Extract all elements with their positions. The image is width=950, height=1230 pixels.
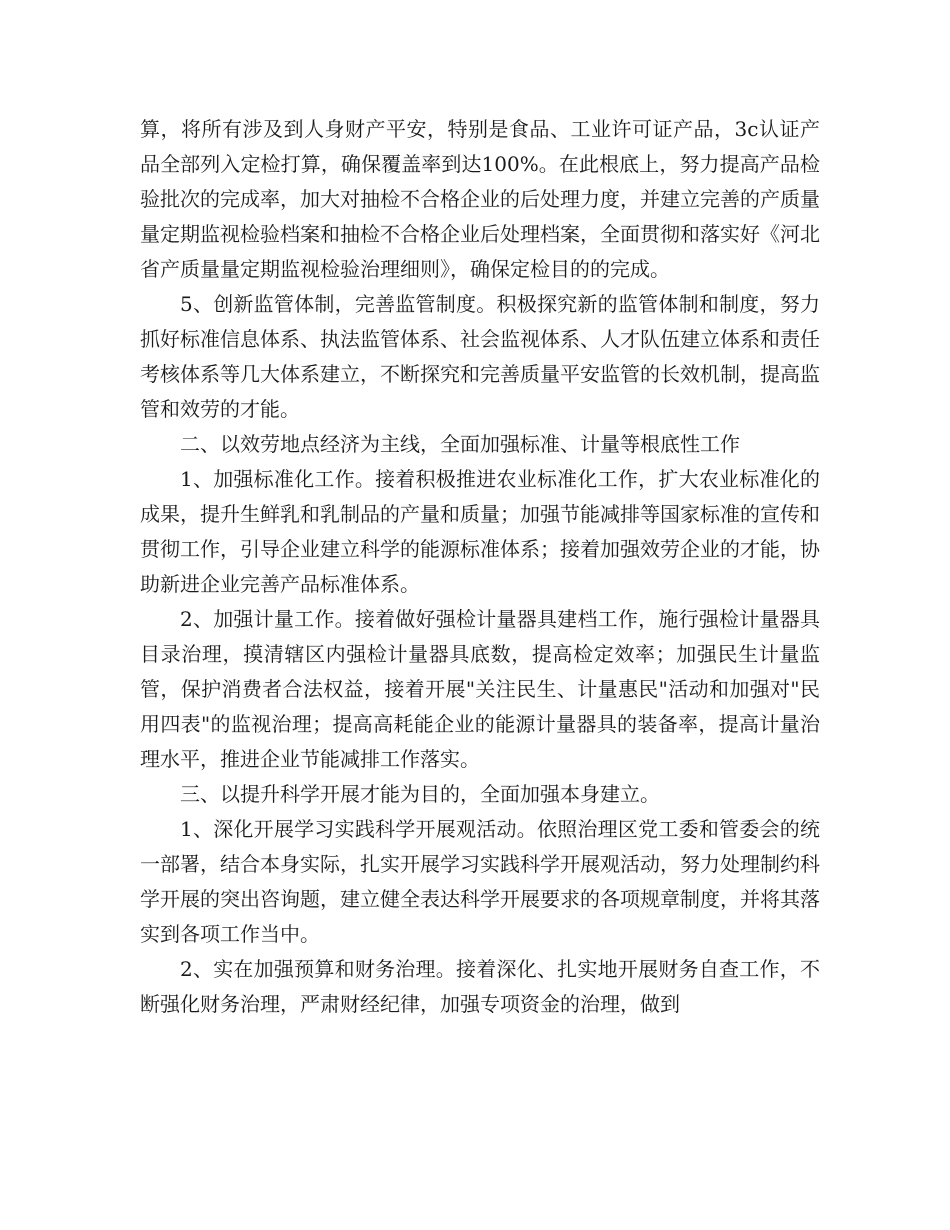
paragraph-scientific-development: 1、深化开展学习实践科学开展观活动。依照治理区党工委和管委会的统一部署，结合本身实际，扎实开展学习实践科学开展观活动，努力处理制约科学开展的突出咨询题，建立健全表达科学开展要求的各项规章制度，并将其落实到各项工作当中。	[140, 817, 820, 946]
paragraph-standardization: 1、加强标准化工作。接着积极推进农业标准化工作，扩大农业标准化的成果，提升生鲜乳和乳制品的产量和质量；加强节能减排等国家标准的宣传和贯彻工作，引导企业建立科学的能源标准体系；接着加强效劳企业的才能，协助新进企业完善产品标准体系。	[140, 467, 820, 596]
paragraph-item-5: 5、创新监管体制，完善监管制度。积极探究新的监管体制和制度，努力抓好标准信息体系、执法监管体系、社会监视体系、人才队伍建立体系和责任考核体系等几大体系建立，不断探究和完善质量平安监管的长效机制，提高监管和效劳的才能。	[140, 292, 820, 421]
document-body	[140, 112, 820, 1022]
paragraph-continuation: 算，将所有涉及到人身财产平安，特别是食品、工业许可证产品，3c认证产品全部列入定检打算，确保覆盖率到达100%。在此根底上，努力提高产品检验批次的完成率，加大对抽检不合格企业的后处理力度，并建立完善的产质量量定期监视检验档案和抽检不合格企业后处理档案，全面贯彻和落实好《河北省产质量量定期监视检验治理细则》，确保定检目的的完成。	[140, 117, 820, 281]
section-heading-3: 三、以提升科学开展才能为目的，全面加强本身建立。	[180, 782, 660, 806]
section-heading-2: 二、以效劳地点经济为主线，全面加强标准、计量等根底性工作	[180, 432, 740, 456]
paragraph-metrology: 2、加强计量工作。接着做好强检计量器具建档工作，施行强检计量器具目录治理，摸清辖区内强检计量器具底数，提高检定效率；加强民生计量监管，保护消费者合法权益，接着开展"关注民生、计量惠民"活动和加强对"民用四表"的监视治理；提高高耗能企业的能源计量器具的装备率，提高计量治理水平，推进企业节能减排工作落实。	[140, 607, 820, 771]
paragraph-budget-finance: 2、实在加强预算和财务治理。接着深化、扎实地开展财务自查工作，不断强化财务治理，严肃财经纪律，加强专项资金的治理，做到	[140, 957, 820, 1016]
